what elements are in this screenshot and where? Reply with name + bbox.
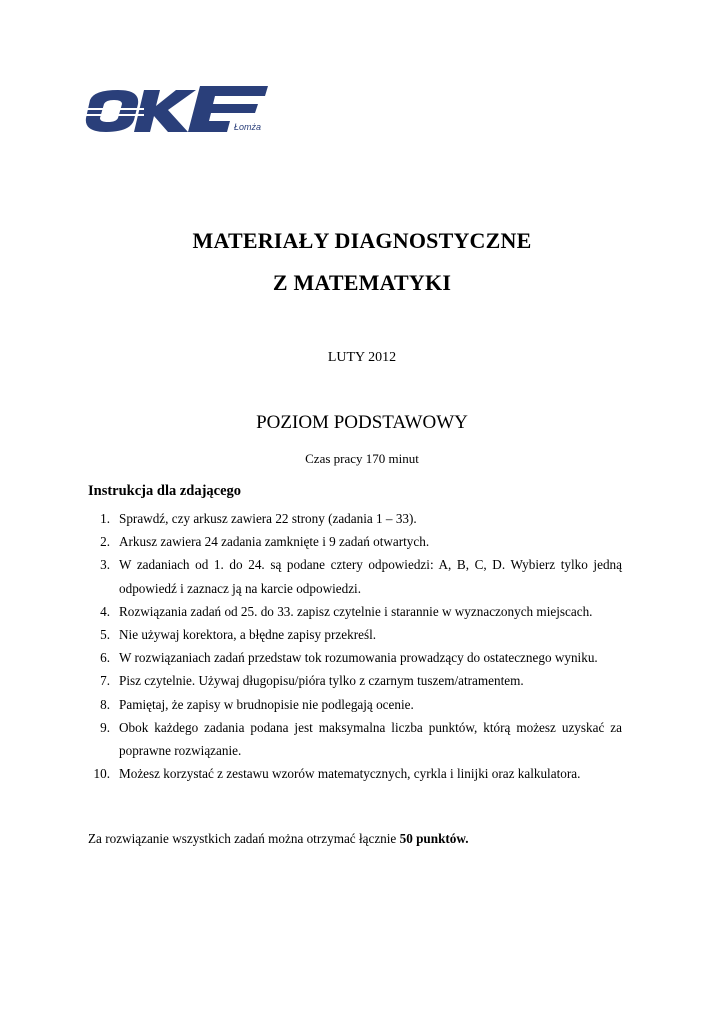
item-number: 8. [100, 696, 110, 712]
logo-subtext: Łomża [234, 122, 262, 132]
item-text: Nie używaj korektora, a błędne zapisy przekreśl. [119, 627, 377, 643]
exam-time: Czas pracy 170 minut [305, 451, 419, 466]
points-total: 50 punktów. [399, 831, 469, 846]
item-text: W zadaniach od 1. do 24. są podane cztery odpowiedzi: A, B, C, D. Wybierz tylko jedną odpowiedź i zaznacz ją na karcie odpowiedzi. [119, 557, 622, 596]
item-text: Pamiętaj, że zapisy w brudnopisie nie podlegają ocenie. [119, 696, 414, 712]
item-number: 4. [100, 603, 110, 619]
list-item [88, 530, 622, 553]
list-item [88, 646, 622, 669]
instructions-list [88, 507, 622, 785]
item-text: Pisz czytelnie. Używaj długopisu/pióra tylko z czarnym tuszem/atramentem. [119, 673, 524, 689]
exam-level: POZIOM PODSTAWOWY [256, 412, 468, 433]
list-item [88, 553, 622, 599]
exam-date: LUTY 2012 [327, 350, 397, 365]
list-item [88, 693, 622, 716]
item-text: Możesz korzystać z zestawu wzorów matematycznych, cyrkla i linijki oraz kalkulatora. [119, 766, 581, 782]
list-item [88, 716, 622, 762]
item-number: 7. [100, 673, 110, 689]
item-text: Sprawdź, czy arkusz zawiera 22 strony (zadania 1 – 33). [119, 511, 417, 526]
points-summary-text: Za rozwiązanie wszystkich zadań można otrzymać łącznie [88, 831, 400, 846]
item-text: Obok każdego zadania podana jest maksymalna liczba punktów, którą możesz uzyskać za poprawne rozwiązanie. [119, 719, 622, 759]
list-item [88, 507, 622, 530]
oke-lomza-logo [84, 82, 270, 142]
item-number: 10. [93, 766, 110, 782]
item-text: Rozwiązania zadań od 25. do 33. zapisz czytelnie i starannie w wyznaczonych miejscach. [119, 603, 593, 619]
item-number: 9. [100, 719, 110, 735]
item-number: 2. [100, 534, 110, 550]
list-item [88, 623, 622, 646]
instructions-heading: Instrukcja dla zdającego [88, 483, 242, 499]
item-number: 1. [100, 511, 110, 526]
list-item [88, 600, 622, 623]
item-number: 3. [100, 557, 110, 573]
points-summary [88, 831, 469, 847]
list-item [88, 762, 622, 785]
title-line-2: Z MATEMATYKI [272, 270, 452, 295]
list-item [88, 669, 622, 692]
item-text: W rozwiązaniach zadań przedstaw tok rozumowania prowadzący do ostatecznego wyniku. [119, 650, 598, 666]
title-line-1: MATERIAŁY DIAGNOSTYCZNE [192, 228, 532, 253]
item-text: Arkusz zawiera 24 zadania zamknięte i 9 zadań otwartych. [119, 534, 430, 550]
item-number: 6. [100, 650, 110, 666]
item-number: 5. [100, 627, 110, 643]
